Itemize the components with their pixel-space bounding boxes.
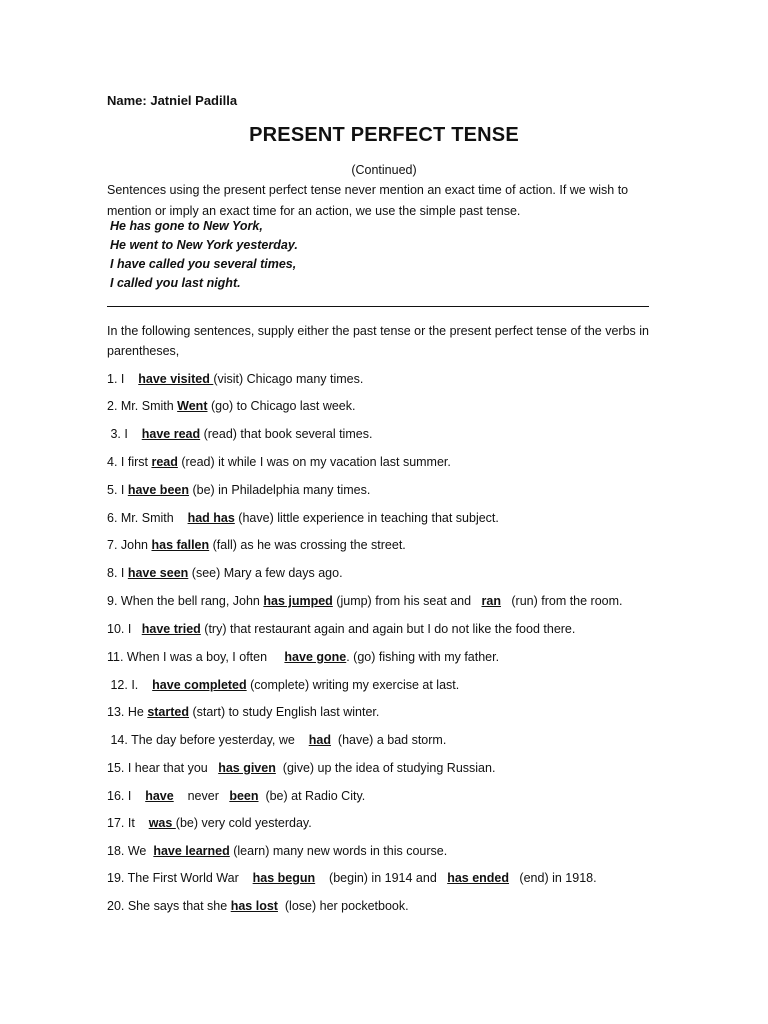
sentence-text: (read) it while I was on my vacation last summer.: [177, 455, 451, 469]
exercise-sentence: [107, 733, 446, 747]
sentence-text: 12. I.: [107, 678, 153, 692]
sentence-text: 10. I: [107, 622, 142, 636]
sentence-text: (begin) in 1914 and: [315, 871, 448, 885]
sentence-text: (lose) her pocketbook.: [277, 899, 409, 913]
exercise-instructions: In the following sentences, supply either the past tense or the present perfect tense of the verbs in parentheses,: [107, 324, 649, 358]
sentence-text: 8. I: [107, 566, 128, 580]
answer-text: has ended: [447, 871, 510, 885]
sentence-text: (see) Mary a few days ago.: [188, 566, 343, 580]
exercise-sentence: [107, 650, 499, 664]
sentence-text: 1. I: [107, 372, 139, 386]
sentence-text: . (go) fishing with my father.: [346, 650, 500, 664]
sentence-text: (read) that book several times.: [200, 427, 373, 441]
answer-text: has lost: [230, 899, 278, 913]
answer-text: have completed: [152, 678, 247, 692]
answer-text: have been: [127, 483, 189, 497]
sentence-text: (complete) writing my exercise at last.: [246, 678, 460, 692]
exercise-sentence: [107, 678, 459, 692]
page-title: PRESENT PERFECT TENSE: [249, 124, 519, 146]
exercise-sentence: [107, 871, 597, 885]
sentence-text: 9. When the bell rang, John: [107, 594, 264, 608]
sentence-text: 11. When I was a boy, I often: [107, 650, 285, 664]
exercise-sentence: [107, 594, 623, 608]
sentence-text: (jump) from his seat and: [332, 594, 482, 608]
sentence-text: (have) little experience in teaching that subject.: [234, 511, 499, 525]
sentence-text: 13. He: [107, 705, 148, 719]
sentence-text: (run) from the room.: [500, 594, 623, 608]
answer-text: has fallen: [151, 538, 210, 552]
intro-paragraph: Sentences using the present perfect tense never mention an exact time of action. If we wish to mention or imply an exact time for an action, we use the simple past tense.: [107, 183, 629, 218]
answer-text: have tried: [141, 622, 201, 636]
sentence-text: 16. I: [107, 789, 146, 803]
sentence-text: (be) in Philadelphia many times.: [188, 483, 371, 497]
answer-text: has given: [218, 761, 276, 775]
sentence-text: never: [173, 789, 230, 803]
sentence-text: (end) in 1918.: [509, 871, 597, 885]
answer-text: have: [145, 789, 174, 803]
answer-text: has jumped: [263, 594, 333, 608]
exercise-sentence: [107, 816, 312, 830]
exercise-sentence: [107, 761, 495, 775]
exercise-sentence: [107, 705, 379, 719]
sentence-text: (be) very cold yesterday.: [175, 816, 312, 830]
exercise-sentence: [107, 789, 365, 803]
sentence-text: 14. The day before yesterday, we: [107, 733, 309, 747]
answer-text: ran: [481, 594, 501, 608]
answer-text: started: [147, 705, 189, 719]
exercise-sentence: [107, 511, 499, 525]
sentence-text: 3. I: [107, 427, 142, 441]
page-subtitle: (Continued): [351, 163, 417, 177]
answer-text: been: [229, 789, 259, 803]
sentence-text: 18. We: [107, 844, 154, 858]
exercise-sentence: [107, 622, 575, 636]
exercise-sentence: [107, 566, 343, 580]
sentence-text: (visit) Chicago many times.: [213, 372, 364, 386]
example-sentence: He went to New York yesterday.: [110, 238, 298, 252]
answer-text: have learned: [153, 844, 230, 858]
exercise-sentence: [107, 427, 372, 441]
sentence-text: (be) at Radio City.: [258, 789, 366, 803]
answer-text: read: [151, 455, 178, 469]
answer-text: have read: [141, 427, 201, 441]
sentence-text: 5. I: [107, 483, 128, 497]
answer-text: has begun: [252, 871, 316, 885]
answer-text: was: [148, 816, 176, 830]
sentence-text: (try) that restaurant again and again but I do not like the food there.: [200, 622, 576, 636]
sentence-text: 20. She says that she: [107, 899, 231, 913]
answer-text: had: [308, 733, 331, 747]
sentence-text: (start) to study English last winter.: [189, 705, 380, 719]
divider-line: [107, 306, 649, 307]
student-name: Name: Jatniel Padilla: [107, 93, 238, 108]
sentence-text: 19. The First World War: [107, 871, 253, 885]
exercise-sentence: [107, 372, 363, 386]
answer-text: have visited: [138, 372, 214, 386]
exercise-sentence: [107, 899, 409, 913]
sentence-text: 6. Mr. Smith: [107, 511, 188, 525]
example-sentence: He has gone to New York,: [110, 219, 263, 233]
sentence-text: (go) to Chicago last week.: [207, 399, 356, 413]
answer-text: have seen: [127, 566, 189, 580]
sentence-text: 7. John: [107, 538, 152, 552]
exercise-sentence: [107, 844, 447, 858]
sentence-text: 15. I hear that you: [107, 761, 219, 775]
exercise-sentence: [107, 399, 355, 413]
sentence-text: 2. Mr. Smith: [107, 399, 178, 413]
exercise-sentence: [107, 455, 451, 469]
sentence-text: (have) a bad storm.: [330, 733, 447, 747]
example-sentence: I called you last night.: [110, 276, 241, 290]
exercise-sentence: [107, 538, 406, 552]
sentence-text: (give) up the idea of studying Russian.: [275, 761, 496, 775]
sentence-text: (learn) many new words in this course.: [229, 844, 448, 858]
exercise-sentence: [107, 483, 370, 497]
sentence-text: 17. It: [107, 816, 149, 830]
sentence-text: (fall) as he was crossing the street.: [209, 538, 406, 552]
example-list: [110, 217, 298, 293]
answer-text: have gone: [284, 650, 347, 664]
answer-text: had has: [187, 511, 235, 525]
sentence-text: 4. I first: [107, 455, 152, 469]
example-sentence: I have called you several times,: [110, 257, 297, 271]
answer-text: Went: [177, 399, 208, 413]
